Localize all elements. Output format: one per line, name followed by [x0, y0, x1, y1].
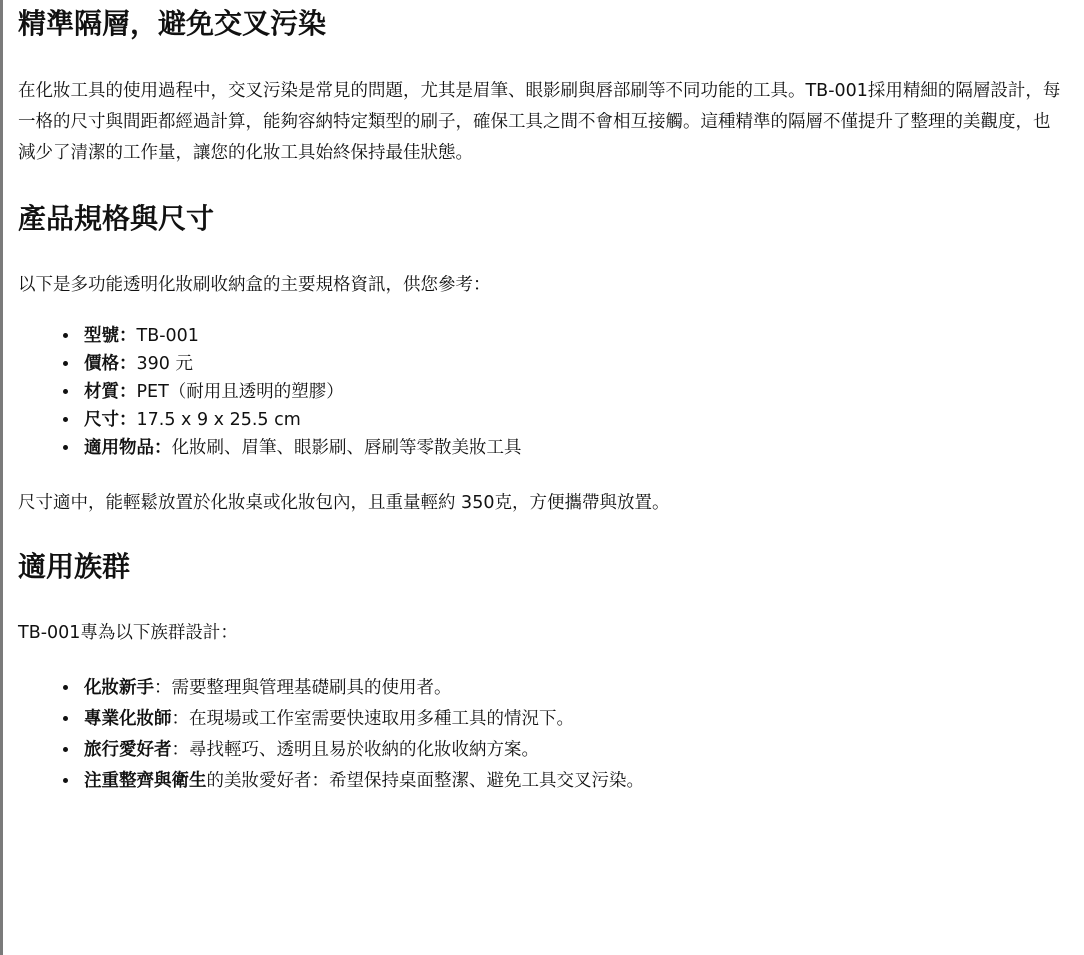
list-item-price: [80, 350, 1078, 378]
specs-lead-paragraph: 以下是多功能透明化妝刷收納盒的主要規格資訊，供您參考：: [18, 275, 491, 295]
spec-label: 材質：: [84, 382, 137, 402]
section-heading-audience: 適用族群: [18, 550, 131, 583]
audience-list: [18, 673, 1078, 797]
spec-label: 價格：: [84, 354, 137, 374]
spec-value: TB-001: [136, 326, 199, 346]
audience-label: 注重整齊與衛生: [84, 771, 207, 791]
spec-label: 型號：: [84, 326, 137, 346]
list-item-size: [80, 406, 1078, 434]
size-note-paragraph: 尺寸適中，能輕鬆放置於化妝桌或化妝包內，且重量輕約 350克，方便攜帶與放置。: [18, 493, 670, 513]
audience-lead-paragraph: TB-001專為以下族群設計：: [18, 623, 238, 643]
list-item-hygiene: [80, 766, 1078, 797]
audience-label: 化妝新手: [84, 678, 154, 698]
audience-desc: ：尋找輕巧、透明且易於收納的化妝收納方案。: [171, 740, 539, 760]
audience-desc: ：需要整理與管理基礎刷具的使用者。: [154, 678, 452, 698]
audience-desc: ：在現場或工作室需要快速取用多種工具的情況下。: [171, 709, 574, 729]
article-content: [18, 0, 1078, 797]
list-item-material: [80, 378, 1078, 406]
audience-label: 專業化妝師: [84, 709, 172, 729]
list-item-traveler: [80, 735, 1078, 766]
spec-value: 化妝刷、眉筆、眼影刷、唇刷等零散美妝工具: [171, 438, 522, 458]
spec-value: PET（耐用且透明的塑膠）: [136, 382, 344, 402]
spec-value: 390 元: [136, 354, 193, 374]
list-item-applicable: [80, 434, 1078, 462]
isolation-paragraph: 在化妝工具的使用過程中，交叉污染是常見的問題，尤其是眉筆、眼影刷與唇部刷等不同功能的工具。TB-001採用精細的隔層設計，每一格的尺寸與間距都經過計算，能夠容納特定類型的刷子，確保工具之間不會相互接觸。這種精準的隔層不僅提升了整理的美觀度，也減少了清潔的工作量，讓您的化妝工具始終保持最佳狀態。: [18, 81, 1061, 163]
section-heading-isolation: 精準隔層，避免交叉污染: [18, 7, 327, 40]
left-border-rule: [0, 0, 3, 955]
spec-label: 適用物品：: [84, 438, 172, 458]
audience-desc: 的美妝愛好者：希望保持桌面整潔、避免工具交叉污染。: [206, 771, 644, 791]
spec-label: 尺寸：: [84, 410, 137, 430]
spec-value: 17.5 x 9 x 25.5 cm: [136, 410, 301, 430]
list-item-beginner: [80, 673, 1078, 704]
list-item-pro-artist: [80, 704, 1078, 735]
specs-list: [18, 322, 1078, 462]
list-item-model: [80, 322, 1078, 350]
section-heading-specs: 產品規格與尺寸: [18, 202, 215, 235]
audience-label: 旅行愛好者: [84, 740, 172, 760]
